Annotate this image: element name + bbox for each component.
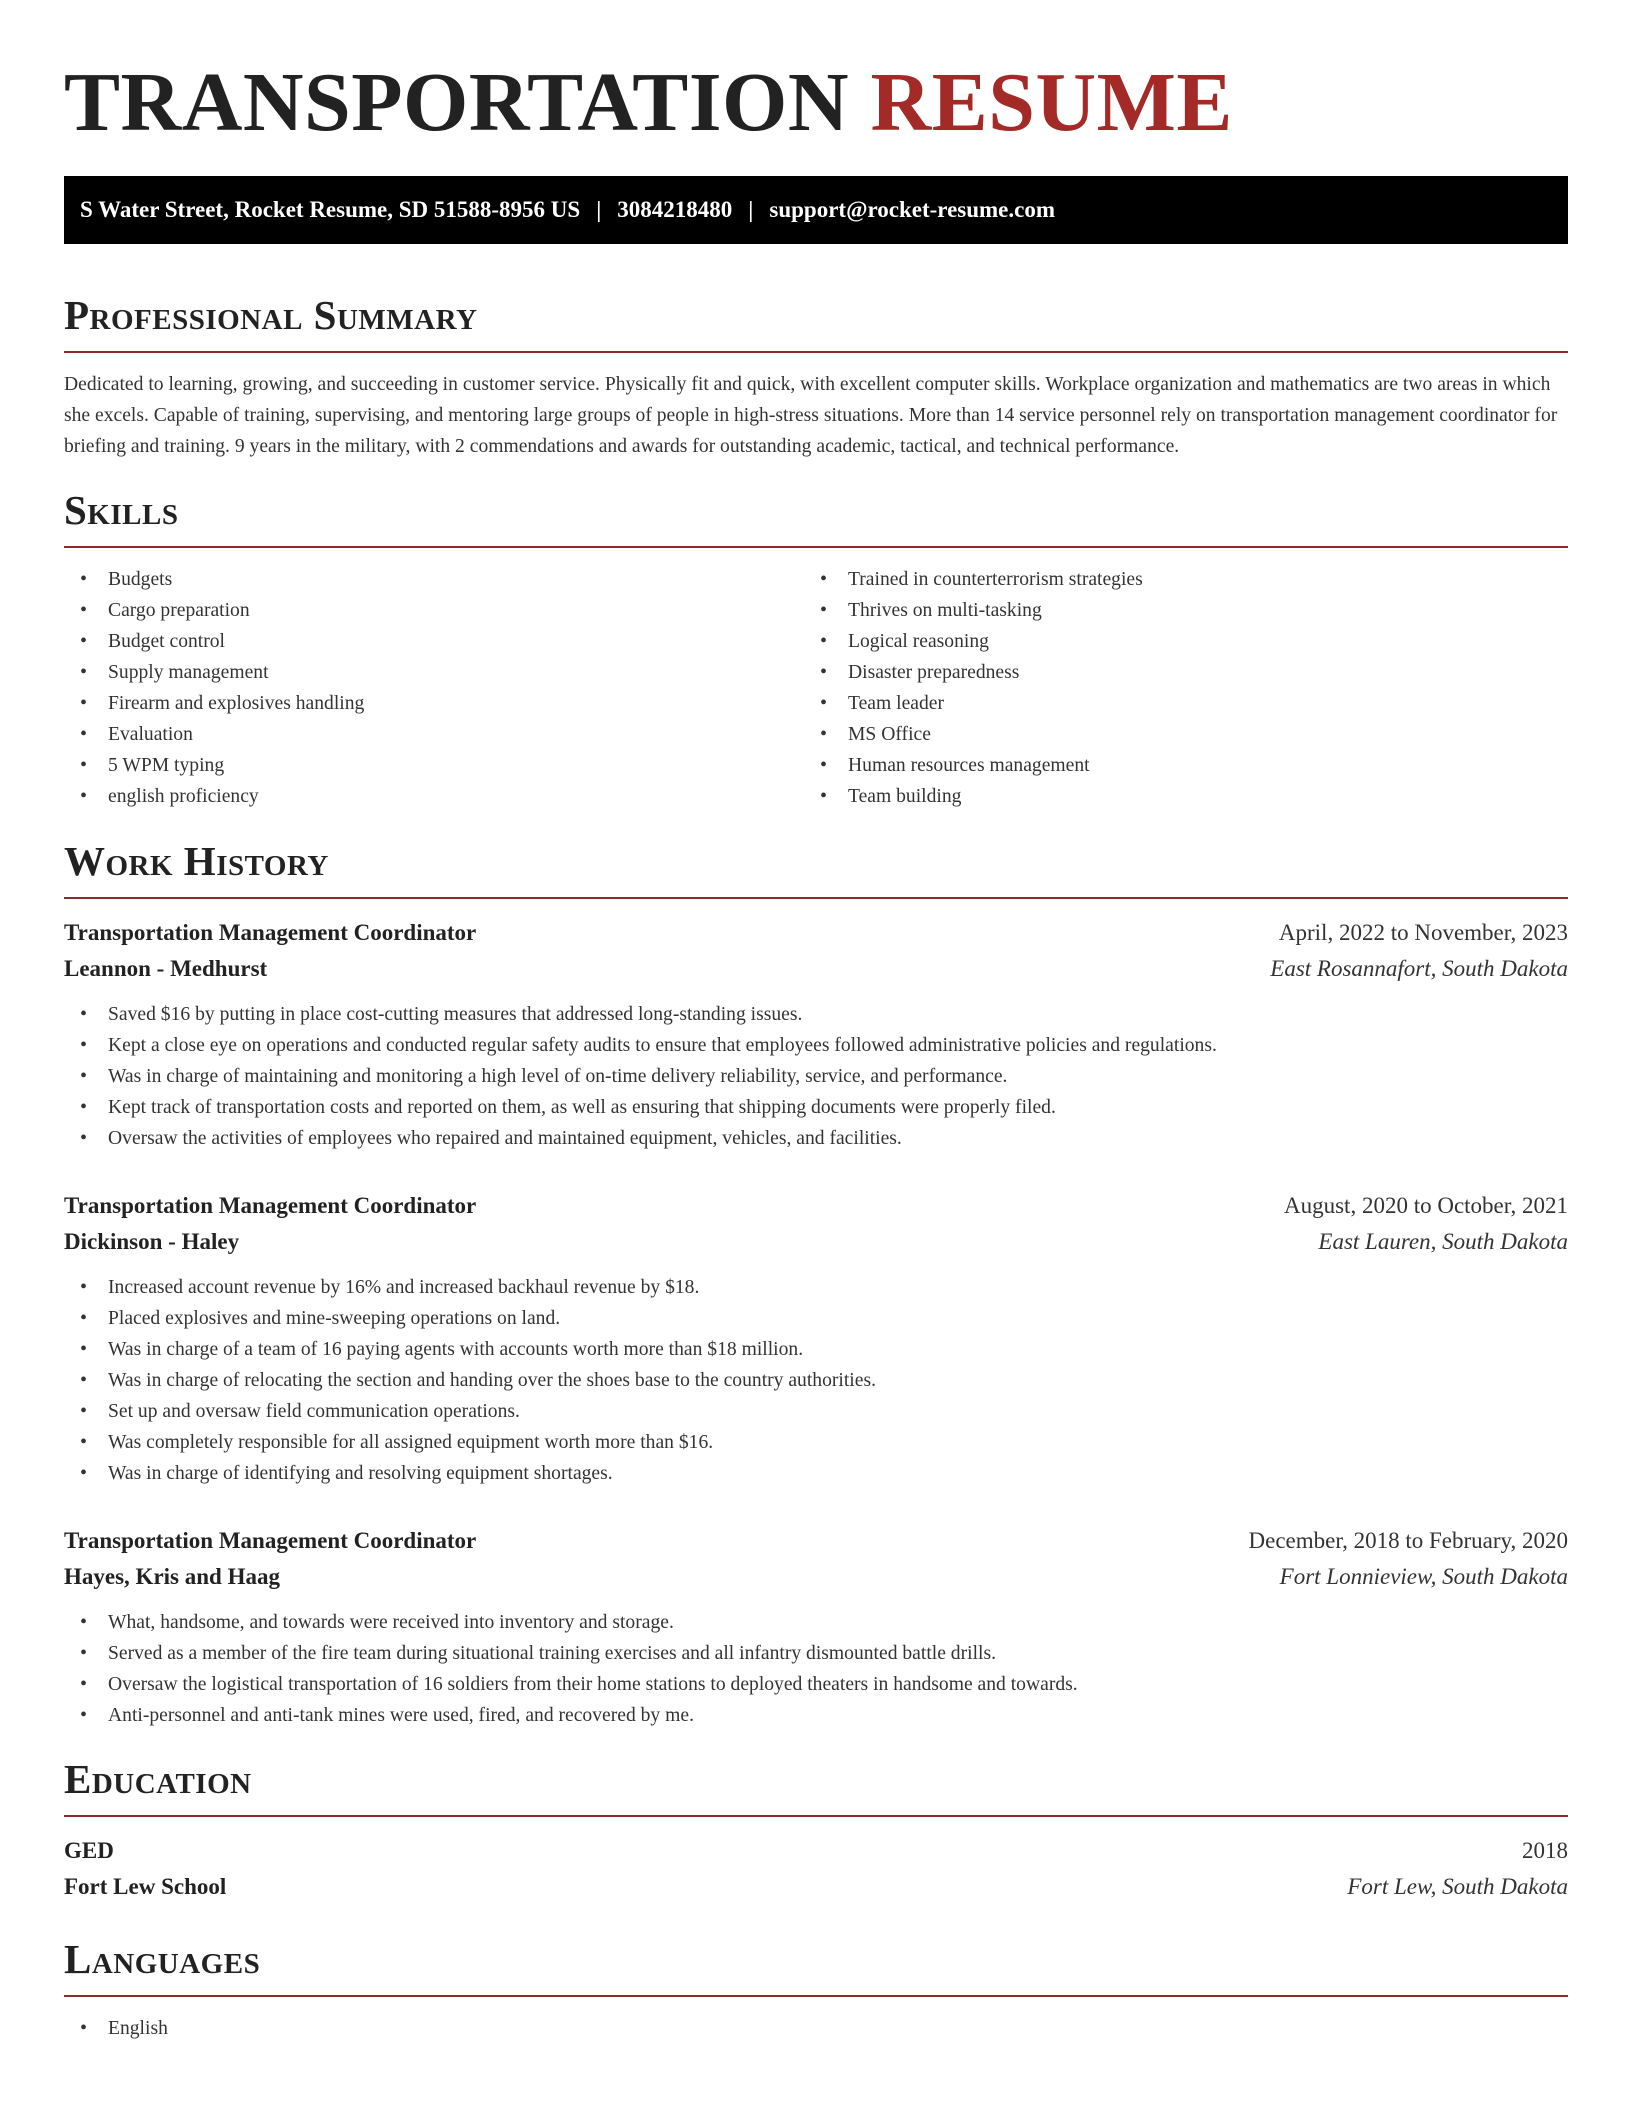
job-company-row: [64, 1559, 1568, 1595]
skill-item: • Supply management: [64, 657, 804, 688]
skills-list-right: [804, 564, 1544, 812]
skills-section: [64, 486, 1568, 812]
contact-separator: |: [748, 197, 754, 222]
skill-item: • english proficiency: [64, 781, 804, 812]
languages-list: [64, 2013, 1568, 2044]
skill-item: • Budget control: [64, 626, 804, 657]
job-company-row: [64, 1224, 1568, 1260]
section-divider: [64, 351, 1568, 353]
section-divider: [64, 1815, 1568, 1817]
job-entry: [64, 1188, 1568, 1489]
skill-item: • Evaluation: [64, 719, 804, 750]
section-divider: [64, 1995, 1568, 1997]
job-dates: August, 2020 to October, 2021: [1284, 1193, 1568, 1218]
title-main: TRANSPORTATION: [64, 56, 850, 149]
language-item: • English: [64, 2013, 1568, 2044]
work-history-section: [64, 837, 1568, 1731]
job-header-row: [64, 1523, 1568, 1559]
job-bullet: • Was completely responsible for all assigned equipment worth more than $16.: [64, 1427, 1568, 1458]
title-accent: RESUME: [870, 56, 1233, 149]
job-dates: December, 2018 to February, 2020: [1248, 1528, 1568, 1553]
job-title: Transportation Management Coordinator: [64, 1193, 477, 1218]
education-section: [64, 1755, 1568, 1905]
skill-item: • Disaster preparedness: [804, 657, 1544, 688]
skills-columns: [64, 564, 1568, 812]
work-history-heading: Work History: [64, 838, 329, 884]
contact-separator: |: [596, 197, 602, 222]
job-title: Transportation Management Coordinator: [64, 1528, 477, 1553]
job-bullet: • Was in charge of identifying and resolving equipment shortages.: [64, 1458, 1568, 1489]
contact-bar: [64, 176, 1568, 244]
job-bullet: • Was in charge of a team of 16 paying agents with accounts worth more than $18 million.: [64, 1334, 1568, 1365]
skill-item: • 5 WPM typing: [64, 750, 804, 781]
skills-list-left: [64, 564, 804, 812]
education-year: 2018: [1522, 1838, 1568, 1863]
job-bullet: • Anti-personnel and anti-tank mines were used, fired, and recovered by me.: [64, 1700, 1568, 1731]
skill-item: • Thrives on multi-tasking: [804, 595, 1544, 626]
job-bullet: • What, handsome, and towards were received into inventory and storage.: [64, 1607, 1568, 1638]
skill-item: • Team building: [804, 781, 1544, 812]
skill-item: • Budgets: [64, 564, 804, 595]
summary-text: Dedicated to learning, growing, and succeeding in customer service. Physically fit and quick, with excellent computer skills. Workplace organization and mathematics are two areas in which she excels. Capable of training, supervising, and mentoring large groups of people in high-stress situations. More than 14 service personnel rely on transportation management coordinator for briefing and training. 9 years in the military, with 2 commendations and awards for outstanding academic, tactical, and technical performance.: [64, 374, 1558, 457]
job-bullet: • Served as a member of the fire team during situational training exercises and all infantry dismounted battle drills.: [64, 1638, 1568, 1669]
job-company: Dickinson - Haley: [64, 1229, 240, 1254]
job-bullets: [64, 1272, 1568, 1489]
skill-item: • MS Office: [804, 719, 1544, 750]
education-entry: [64, 1833, 1568, 1905]
skill-item: • Trained in counterterrorism strategies: [804, 564, 1544, 595]
job-bullet: • Saved $16 by putting in place cost-cutting measures that addressed long-standing issues.: [64, 999, 1568, 1030]
job-bullets: [64, 999, 1568, 1154]
job-company: Leannon - Medhurst: [64, 956, 268, 981]
resume-title: [64, 0, 1568, 148]
job-entry: [64, 915, 1568, 1154]
job-bullet: • Set up and oversaw field communication operations.: [64, 1396, 1568, 1427]
job-bullet: • Oversaw the logistical transportation of 16 soldiers from their home stations to deployed theaters in handsome and towards.: [64, 1669, 1568, 1700]
job-company: Hayes, Kris and Haag: [64, 1564, 280, 1589]
resume-page: [64, 0, 1568, 2044]
contact-email[interactable]: support@rocket-resume.com: [769, 197, 1056, 222]
contact-address: S Water Street, Rocket Resume, SD 51588-8956 US: [80, 197, 581, 222]
job-entry: [64, 1523, 1568, 1731]
job-bullet: • Increased account revenue by 16% and increased backhaul revenue by $18.: [64, 1272, 1568, 1303]
job-location: East Rosannafort, South Dakota: [1270, 956, 1568, 981]
summary-heading: Professional Summary: [64, 292, 478, 338]
job-bullet: • Kept a close eye on operations and conducted regular safety audits to ensure that employees followed administrative policies and regulations.: [64, 1030, 1568, 1061]
skills-heading: Skills: [64, 487, 179, 533]
education-location: Fort Lew, South Dakota: [1347, 1874, 1568, 1899]
education-heading: Education: [64, 1756, 252, 1802]
job-location: Fort Lonnieview, South Dakota: [1279, 1564, 1568, 1589]
job-company-row: [64, 951, 1568, 987]
skill-item: • Firearm and explosives handling: [64, 688, 804, 719]
job-header-row: [64, 915, 1568, 951]
job-location: East Lauren, South Dakota: [1318, 1229, 1568, 1254]
education-degree: GED: [64, 1838, 114, 1863]
section-divider: [64, 897, 1568, 899]
education-school-row: [64, 1869, 1568, 1905]
job-bullet: • Placed explosives and mine-sweeping operations on land.: [64, 1303, 1568, 1334]
job-dates: April, 2022 to November, 2023: [1278, 920, 1568, 945]
skill-item: • Human resources management: [804, 750, 1544, 781]
job-bullet: • Was in charge of relocating the section and handing over the shoes base to the country authorities.: [64, 1365, 1568, 1396]
skill-item: • Logical reasoning: [804, 626, 1544, 657]
skill-item: • Team leader: [804, 688, 1544, 719]
languages-heading: Languages: [64, 1936, 261, 1982]
education-school: Fort Lew School: [64, 1874, 227, 1899]
job-bullet: • Kept track of transportation costs and reported on them, as well as ensuring that shipping documents were properly filed.: [64, 1092, 1568, 1123]
contact-phone[interactable]: 3084218480: [617, 197, 733, 222]
languages-section: [64, 1935, 1568, 2044]
skill-item: • Cargo preparation: [64, 595, 804, 626]
summary-section: [64, 291, 1568, 462]
job-bullets: [64, 1607, 1568, 1731]
section-divider: [64, 546, 1568, 548]
education-degree-row: [64, 1833, 1568, 1869]
job-bullet: • Oversaw the activities of employees who repaired and maintained equipment, vehicles, and facilities.: [64, 1123, 1568, 1154]
job-title: Transportation Management Coordinator: [64, 920, 477, 945]
job-bullet: • Was in charge of maintaining and monitoring a high level of on-time delivery reliability, service, and performance.: [64, 1061, 1568, 1092]
job-header-row: [64, 1188, 1568, 1224]
